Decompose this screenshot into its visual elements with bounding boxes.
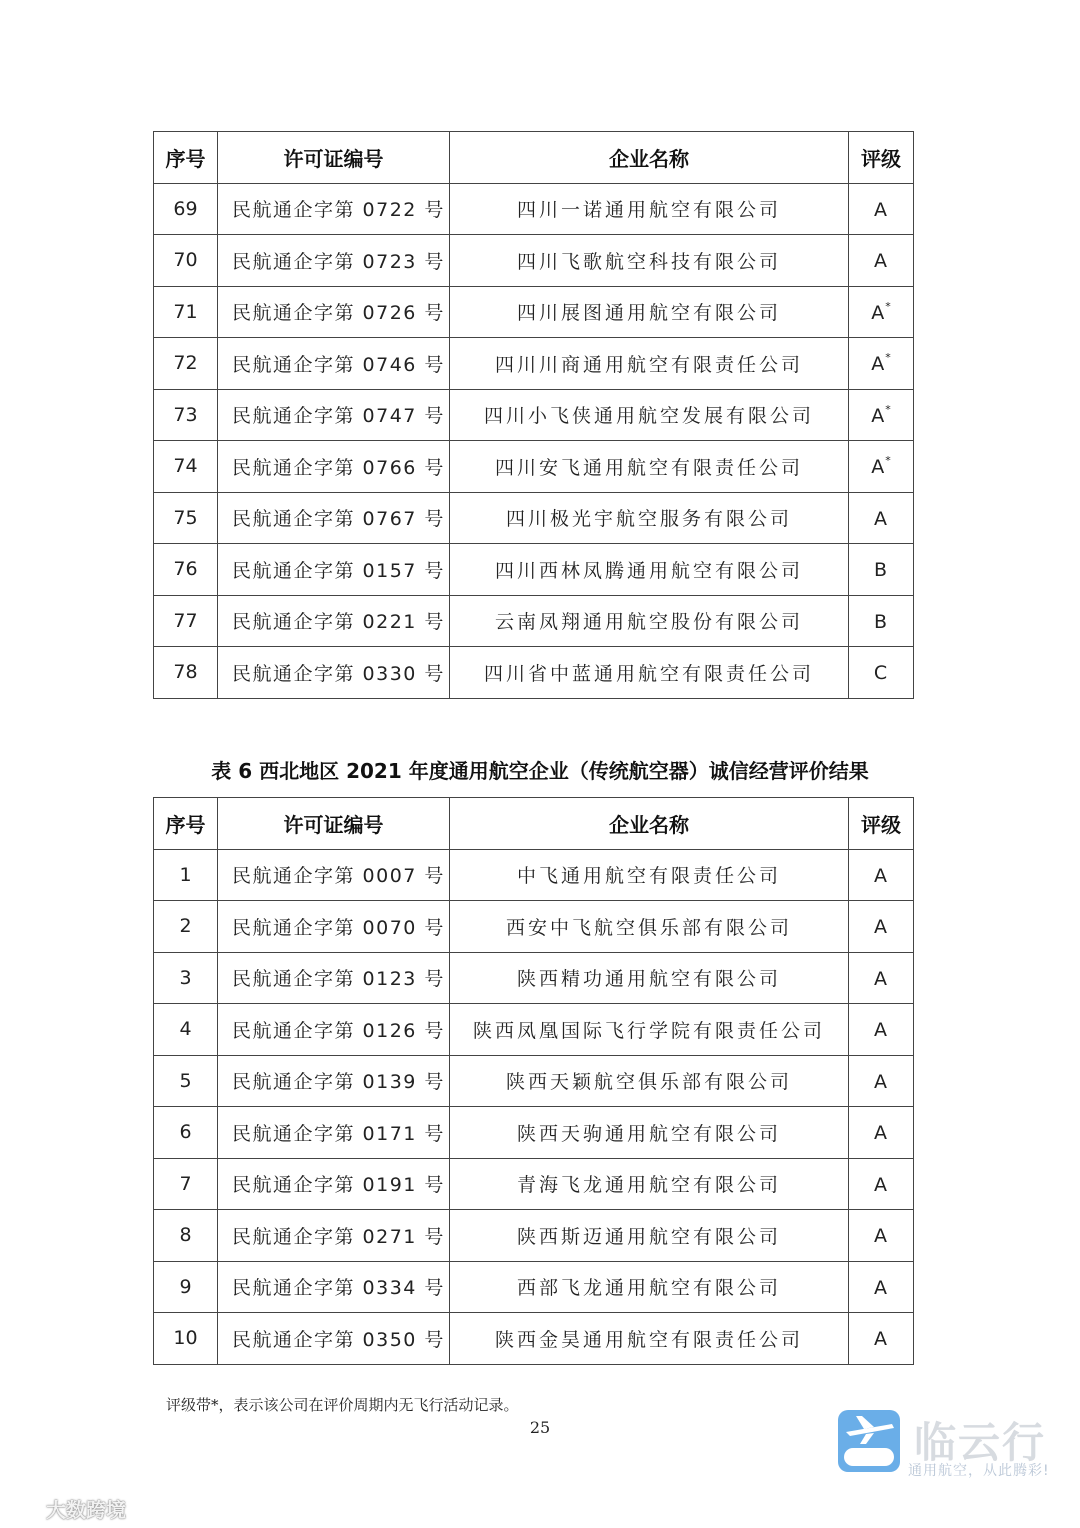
rating-star-mark: * bbox=[885, 402, 891, 416]
cell-rating: A bbox=[849, 1210, 914, 1262]
watermark-right-title: 临云行 bbox=[914, 1418, 1047, 1467]
cell-seq: 4 bbox=[154, 1004, 218, 1056]
cell-company: 陕西天颖航空俱乐部有限公司 bbox=[450, 1055, 849, 1107]
cell-rating: A bbox=[849, 1004, 914, 1056]
watermark-left bbox=[10, 1494, 126, 1523]
cell-license: 民航通企字第 0334 号 bbox=[218, 1261, 450, 1313]
cell-seq: 9 bbox=[154, 1261, 218, 1313]
table-row bbox=[154, 441, 914, 493]
table-header-row bbox=[154, 798, 914, 850]
rating-table-continued bbox=[153, 131, 914, 699]
header-rating: 评级 bbox=[849, 798, 914, 850]
cell-rating: A bbox=[849, 1158, 914, 1210]
table-row bbox=[154, 1210, 914, 1262]
table-row bbox=[154, 901, 914, 953]
cell-license: 民航通企字第 0747 号 bbox=[218, 389, 450, 441]
table-row bbox=[154, 492, 914, 544]
cell-rating: A bbox=[849, 183, 914, 235]
cell-company: 四川展图通用航空有限公司 bbox=[450, 286, 849, 338]
header-license: 许可证编号 bbox=[218, 132, 450, 184]
cell-seq: 71 bbox=[154, 286, 218, 338]
cell-license: 民航通企字第 0157 号 bbox=[218, 544, 450, 596]
table-row bbox=[154, 1004, 914, 1056]
table-caption: 表 6 西北地区 2021 年度通用航空企业（传统航空器）诚信经营评价结果 bbox=[211, 759, 869, 783]
cell-company: 四川小飞侠通用航空发展有限公司 bbox=[450, 389, 849, 441]
cell-company: 四川西林凤腾通用航空有限公司 bbox=[450, 544, 849, 596]
cell-rating: A* bbox=[849, 441, 914, 493]
header-seq: 序号 bbox=[154, 132, 218, 184]
cell-rating: A* bbox=[849, 286, 914, 338]
table-row bbox=[154, 286, 914, 338]
table-row bbox=[154, 1107, 914, 1159]
cell-rating: C bbox=[849, 647, 914, 699]
rating-star-mark: * bbox=[885, 351, 891, 365]
table-row bbox=[154, 1313, 914, 1365]
cell-company: 四川极光宇航空服务有限公司 bbox=[450, 492, 849, 544]
cell-seq: 78 bbox=[154, 647, 218, 699]
cell-seq: 75 bbox=[154, 492, 218, 544]
cell-license: 民航通企字第 0191 号 bbox=[218, 1158, 450, 1210]
cell-seq: 73 bbox=[154, 389, 218, 441]
header-rating: 评级 bbox=[849, 132, 914, 184]
cell-license: 民航通企字第 0746 号 bbox=[218, 338, 450, 390]
table-row bbox=[154, 338, 914, 390]
cell-company: 云南凤翔通用航空股份有限公司 bbox=[450, 595, 849, 647]
cell-company: 四川安飞通用航空有限责任公司 bbox=[450, 441, 849, 493]
cell-seq: 1 bbox=[154, 849, 218, 901]
cell-rating: A* bbox=[849, 389, 914, 441]
cell-company: 四川川商通用航空有限责任公司 bbox=[450, 338, 849, 390]
cell-seq: 70 bbox=[154, 235, 218, 287]
header-license: 许可证编号 bbox=[218, 798, 450, 850]
header-company: 企业名称 bbox=[450, 798, 849, 850]
watermark-right bbox=[838, 1410, 1068, 1480]
cell-company: 中飞通用航空有限责任公司 bbox=[450, 849, 849, 901]
cell-company: 青海飞龙通用航空有限公司 bbox=[450, 1158, 849, 1210]
cell-company: 四川一诺通用航空有限公司 bbox=[450, 183, 849, 235]
cell-license: 民航通企字第 0723 号 bbox=[218, 235, 450, 287]
cell-license: 民航通企字第 0722 号 bbox=[218, 183, 450, 235]
rating-table-northwest bbox=[153, 797, 914, 1365]
cell-seq: 5 bbox=[154, 1055, 218, 1107]
header-seq: 序号 bbox=[154, 798, 218, 850]
cell-seq: 77 bbox=[154, 595, 218, 647]
cell-seq: 2 bbox=[154, 901, 218, 953]
watermark-left-text: 大数跨境 bbox=[46, 1498, 126, 1522]
header-company: 企业名称 bbox=[450, 132, 849, 184]
cell-rating: A bbox=[849, 235, 914, 287]
table-row bbox=[154, 1055, 914, 1107]
cell-seq: 76 bbox=[154, 544, 218, 596]
cell-rating: A bbox=[849, 849, 914, 901]
footnote: 评级带*，表示该公司在评价周期内无飞行活动记录。 bbox=[166, 1396, 519, 1414]
cell-license: 民航通企字第 0123 号 bbox=[218, 952, 450, 1004]
cell-seq: 72 bbox=[154, 338, 218, 390]
cell-rating: A bbox=[849, 1055, 914, 1107]
cell-rating: B bbox=[849, 544, 914, 596]
cell-company: 陕西精功通用航空有限公司 bbox=[450, 952, 849, 1004]
table-row bbox=[154, 544, 914, 596]
rating-star-mark: * bbox=[885, 454, 891, 468]
table-row bbox=[154, 1158, 914, 1210]
cell-company: 陕西斯迈通用航空有限公司 bbox=[450, 1210, 849, 1262]
cell-company: 西安中飞航空俱乐部有限公司 bbox=[450, 901, 849, 953]
cell-company: 四川飞歌航空科技有限公司 bbox=[450, 235, 849, 287]
cell-company: 西部飞龙通用航空有限公司 bbox=[450, 1261, 849, 1313]
cell-license: 民航通企字第 0007 号 bbox=[218, 849, 450, 901]
cell-rating: A bbox=[849, 952, 914, 1004]
cell-license: 民航通企字第 0171 号 bbox=[218, 1107, 450, 1159]
cell-license: 民航通企字第 0726 号 bbox=[218, 286, 450, 338]
table-row bbox=[154, 647, 914, 699]
cell-seq: 8 bbox=[154, 1210, 218, 1262]
cell-license: 民航通企字第 0767 号 bbox=[218, 492, 450, 544]
table-row bbox=[154, 849, 914, 901]
cell-seq: 74 bbox=[154, 441, 218, 493]
table-row bbox=[154, 1261, 914, 1313]
page-number: 25 bbox=[529, 1418, 551, 1437]
cell-rating: B bbox=[849, 595, 914, 647]
cell-seq: 6 bbox=[154, 1107, 218, 1159]
cell-company: 陕西天驹通用航空有限公司 bbox=[450, 1107, 849, 1159]
cell-rating: A* bbox=[849, 338, 914, 390]
cell-company: 陕西金昊通用航空有限责任公司 bbox=[450, 1313, 849, 1365]
cell-seq: 7 bbox=[154, 1158, 218, 1210]
weibo-icon bbox=[10, 1498, 40, 1520]
table-row bbox=[154, 952, 914, 1004]
table-row bbox=[154, 389, 914, 441]
cell-license: 民航通企字第 0766 号 bbox=[218, 441, 450, 493]
table-header-row bbox=[154, 132, 914, 184]
cell-license: 民航通企字第 0139 号 bbox=[218, 1055, 450, 1107]
table-row bbox=[154, 595, 914, 647]
watermark-right-subtitle: 通用航空，从此腾彩! bbox=[908, 1463, 1050, 1479]
cell-rating: A bbox=[849, 1107, 914, 1159]
cell-rating: A bbox=[849, 1313, 914, 1365]
cell-seq: 10 bbox=[154, 1313, 218, 1365]
airplane-cloud-icon bbox=[838, 1410, 900, 1472]
cell-license: 民航通企字第 0350 号 bbox=[218, 1313, 450, 1365]
cell-rating: A bbox=[849, 492, 914, 544]
cell-license: 民航通企字第 0070 号 bbox=[218, 901, 450, 953]
cell-seq: 69 bbox=[154, 183, 218, 235]
cell-company: 陕西凤凰国际飞行学院有限责任公司 bbox=[450, 1004, 849, 1056]
cell-seq: 3 bbox=[154, 952, 218, 1004]
cell-license: 民航通企字第 0271 号 bbox=[218, 1210, 450, 1262]
cell-license: 民航通企字第 0221 号 bbox=[218, 595, 450, 647]
rating-star-mark: * bbox=[885, 299, 891, 313]
cell-rating: A bbox=[849, 1261, 914, 1313]
cell-license: 民航通企字第 0330 号 bbox=[218, 647, 450, 699]
table-row bbox=[154, 235, 914, 287]
cell-rating: A bbox=[849, 901, 914, 953]
cell-license: 民航通企字第 0126 号 bbox=[218, 1004, 450, 1056]
cell-company: 四川省中蓝通用航空有限责任公司 bbox=[450, 647, 849, 699]
table-row bbox=[154, 183, 914, 235]
